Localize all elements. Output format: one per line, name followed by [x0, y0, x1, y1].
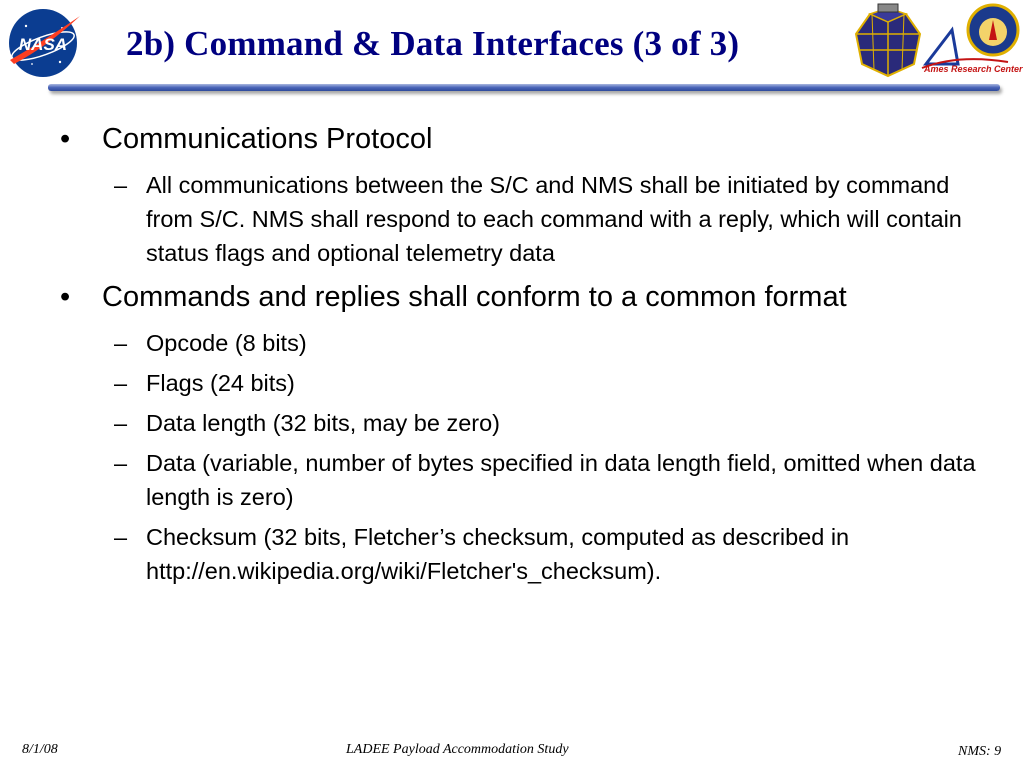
spacecraft-icon	[852, 0, 924, 80]
sub-bullet-text: Opcode (8 bits)	[146, 330, 307, 356]
slide-body	[60, 120, 980, 594]
goddard-seal-icon	[966, 2, 1020, 58]
nasa-logo-text: NASA	[18, 35, 68, 54]
dash-icon: –	[114, 410, 128, 436]
bullet-text: Commands and replies shall conform to a common format	[102, 281, 847, 313]
sub-bullet-list	[60, 326, 980, 588]
sub-bullet-item	[60, 366, 980, 400]
ames-research-center-label: Ames Research Center	[924, 64, 1023, 74]
sub-bullet-list	[60, 168, 980, 270]
sub-bullet-item	[60, 168, 980, 270]
bullet-item	[60, 120, 980, 158]
sub-bullet-text: Data (variable, number of bytes specified in data length field, omitted when data length is zero)	[146, 450, 976, 510]
sub-bullet-text: Flags (24 bits)	[146, 370, 295, 396]
sub-bullet-text: Data length (32 bits, may be zero)	[146, 410, 500, 436]
bullet-text: Communications Protocol	[102, 123, 433, 155]
sub-bullet-item	[60, 446, 980, 514]
dash-icon: –	[114, 370, 128, 396]
bullet-icon: •	[60, 123, 71, 155]
bullet-item	[60, 278, 980, 316]
footer-page-number: NMS: 9	[958, 744, 1002, 759]
sub-bullet-text: Checksum (32 bits, Fletcher’s checksum, computed as described in http://en.wikipedia.org/wiki/Fletcher's_checksum).	[146, 524, 850, 584]
bullet-icon: •	[60, 281, 71, 313]
sub-bullet-item	[60, 326, 980, 360]
footer-date: 8/1/08	[22, 742, 58, 757]
dash-icon: –	[114, 172, 128, 198]
dash-icon: –	[114, 330, 128, 356]
footer-title: LADEE Payload Accommodation Study	[346, 742, 569, 757]
nasa-logo	[4, 6, 82, 80]
dash-icon: –	[114, 450, 128, 476]
title-divider	[48, 84, 1000, 91]
sub-bullet-item	[60, 520, 980, 588]
sub-bullet-text: All communications between the S/C and NMS shall be initiated by command from S/C. NMS shall respond to each command with a reply, which will contain status flags and optional telemetry data	[146, 172, 962, 266]
dash-icon: –	[114, 524, 128, 550]
slide-header	[0, 0, 1024, 100]
page-title: 2b) Command & Data Interfaces (3 of 3)	[126, 24, 740, 63]
sub-bullet-item	[60, 406, 980, 440]
